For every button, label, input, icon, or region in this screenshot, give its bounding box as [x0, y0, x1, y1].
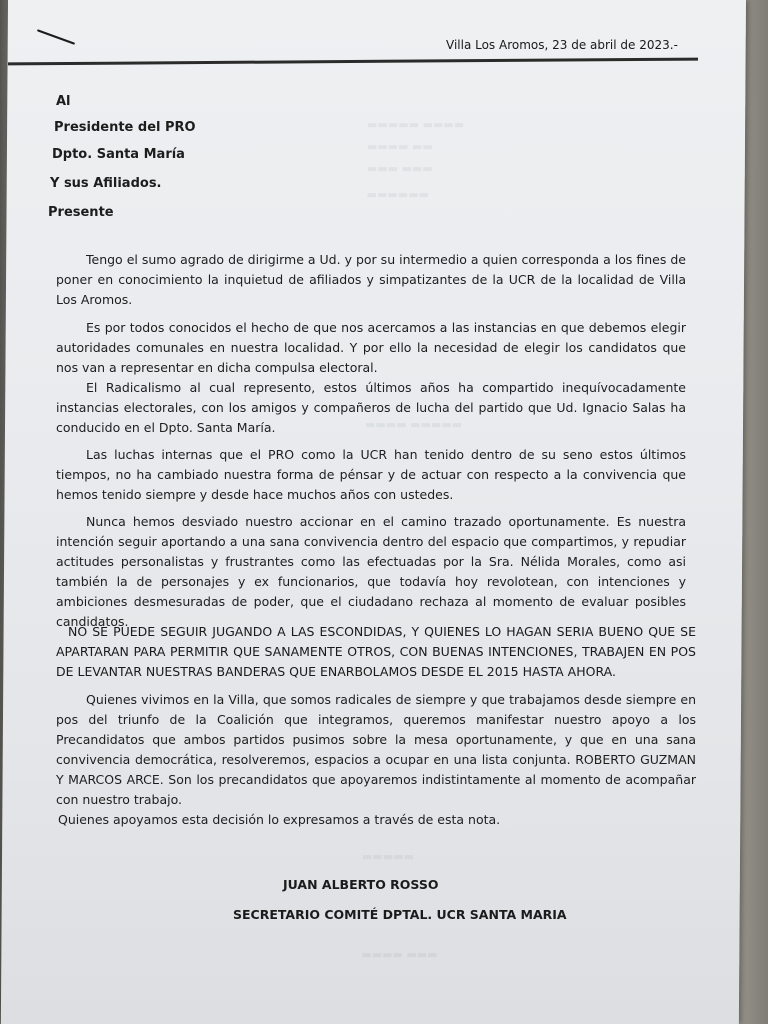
paragraph-1: Tengo el sumo agrado de dirigirme a Ud. y por su intermedio a quien corresponda a los fines de poner en conocimiento la inquietud de afiliados y simpatizantes de la UCR de la localidad de Villa Los Aromos.	[56, 252, 686, 307]
paragraph-4: Las luchas internas que el PRO como la UCR han tenido dentro de su seno estos últimos tiempos, no ha cambiado nuestra forma de pénsar y de actuar con respecto a la convivencia que hemos tenido siempre y desde hace muchos años con ustedes.	[56, 447, 686, 502]
address-presente: Presente	[48, 205, 114, 220]
address-affiliates: Y sus Afiliados.	[50, 176, 162, 191]
paragraph-8: Quienes apoyamos esta decisión lo expresamos a través de esta nota.	[58, 812, 501, 827]
paragraph-2: Es por todos conocidos el hecho de que nos acercamos a las instancias en que debemos elegir autoridades comunales en nuestra localidad. Y por ello la necesidad de elegir los candidatos que nos van a representar en dicha compulsa electoral.	[56, 320, 686, 375]
bleed-through-text: ▬▬▬▬▬▬	[366, 188, 430, 201]
signature-name: JUAN ALBERTO ROSSO	[283, 877, 439, 892]
paragraph-6-uppercase: NO SE PUEDE SEGUIR JUGANDO A LAS ESCONDIDAS, Y QUIENES LO HAGAN SERIA BUENO QUE SE APARTARAN PARA PERMITIR QUE SANAMENTE OTROS, CON BUENAS INTENCIONES, TRABAJEN EN POS DE LEVANTAR NUESTRAS BANDERAS QUE ENARBOLAMOS DESDE EL 2015 HASTA AHORA.	[56, 624, 696, 679]
address-line: Al	[56, 94, 71, 109]
bleed-through-text: ▬▬▬ ▬▬▬	[366, 162, 433, 175]
bleed-through-text: ▬▬▬▬▬	[361, 850, 415, 863]
bleed-through-text: ▬▬▬▬ ▬▬▬▬▬	[364, 418, 463, 431]
signature-title: SECRETARIO COMITÉ DPTAL. UCR SANTA MARIA	[233, 907, 567, 922]
bleed-through-text: ▬▬▬▬ ▬▬▬	[361, 948, 438, 961]
bleed-through-text: ▬▬▬▬▬ ▬▬▬▬	[367, 118, 465, 131]
bleed-through-text: ▬▬▬▬ ▬▬	[366, 140, 433, 153]
address-department: Dpto. Santa María	[52, 147, 185, 162]
address-recipient: Presidente del PRO	[54, 120, 196, 135]
paragraph-3: El Radicalismo al cual represento, estos últimos años ha compartido inequívocadamente instancias electorales, con los amigos y compañeros de lucha del partido que Ud. Ignacio Salas ha conducido en el Dpto. Santa María.	[56, 380, 686, 435]
paragraph-5: Nunca hemos desviado nuestro accionar en el camino trazado oportunamente. Es nuestra intención seguir aportando a una sana convivencia dentro del espacio que compartimos, y repudiar actitudes personalistas y frustrantes como las efectuadas por la Sra. Nélida Morales, como asi también la de personajes y ex funcionarios, que todavía hoy revolotean, con intenciones y ambiciones desmesuradas de poder, que el ciudadano rechaza al momento de evaluar posibles candidatos.	[56, 514, 686, 629]
header-date: Villa Los Aromos, 23 de abril de 2023.-	[446, 38, 678, 52]
paragraph-7: Quienes vivimos en la Villa, que somos radicales de siempre y que trabajamos desde siempre en pos del triunfo de la Coalición que integramos, queremos manifestar nuestro apoyo a los Precandidatos que ambos partidos pusimos sobre la mesa oportunamente, y que en una sana convivencia democrática, resolveremos, espacios a ocupar en una lista conjunta. ROBERTO GUZMAN Y MARCOS ARCE. Son los precandidatos que apoyaremos indistintamente al momento de acompañar con nuestro trabajo.	[56, 692, 696, 807]
